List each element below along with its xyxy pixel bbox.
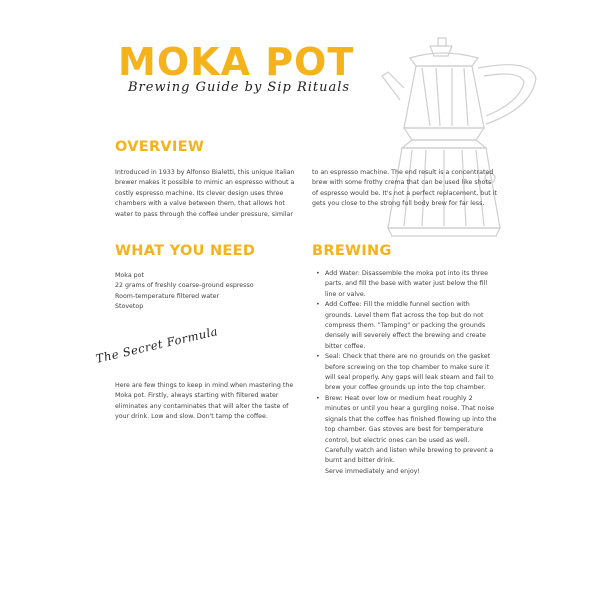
overview-col1 [115,168,300,220]
list-item: Stovetop [115,303,144,311]
page-title: MOKA POT [118,40,355,84]
moka-pot-illustration [360,28,560,248]
overview-heading: OVERVIEW [115,139,205,155]
page-subtitle: Brewing Guide by Sip Rituals [128,80,351,95]
brewing-heading: BREWING [312,243,392,259]
overview-text-1: Introduced in 1933 by Alfonso Bialetti, this unique Italian brewer makes it possible to mimic an espresso without a costly espresso machine. Its clever design uses three chambers with a valve between them, that allows hot water to pass through the coffee under pressure, similar [115,169,295,218]
brewing-step: • Seal: Check that there are no grounds on the gasket before screwing on the top chamber to make sure it will seal properly. Any gaps will leak steam and fail to brew your coffee grounds up into the top chamber. [325,352,498,394]
overview-text-2: to an espresso machine. The end result is a concentrated brew with some frothy crema that can be used like shots of espresso would be. It's not a perfect replacement, but it gets you close to the strong full body brew for far less. [312,169,497,208]
list-item: Moka pot [115,272,145,279]
what-you-need-heading: WHAT YOU NEED [115,243,256,259]
brewing-closing: Serve immediately and enjoy! [325,467,420,475]
list-item: Room-temperature filtered water [115,292,220,300]
brewing-step: • Add Water: Disassemble the moka pot into its three parts, and fill the base with water just below the fill line or valve. [325,269,498,300]
secret-formula-heading: The Secret Formula [94,324,220,366]
brewing-step: • Add Coffee: Fill the middle funnel section with grounds. Level them flat across the top but do not compress them. "Tamping" or packing the grounds densely will severely effect the brewing and create bitter coffee. [325,300,498,352]
brewing-step: • Brew: Heat over low or medium heat roughly 2 minutes or until you hear a gurgling noise. That noise signals that the coffee has finished flowing up into the top chamber. Gas stoves are best for temperature control, but electric ones can be used as well. Carefully watch and listen while brewing to prevent a burnt and bitter drink. [325,394,498,467]
secret-formula-text-block [115,381,300,423]
secret-formula-text: Here are few things to keep in mind when mastering the Moka pot. Firstly, always starting with filtered water eliminates any contaminates that will alter the taste of your drink. Low and slow. Don't tamp the coffee. [115,382,294,421]
list-item: 22 grams of freshly coarse-ground espresso [115,282,254,290]
brewing-steps [314,269,498,477]
what-you-need-list [115,271,300,313]
overview-col2 [312,168,498,210]
